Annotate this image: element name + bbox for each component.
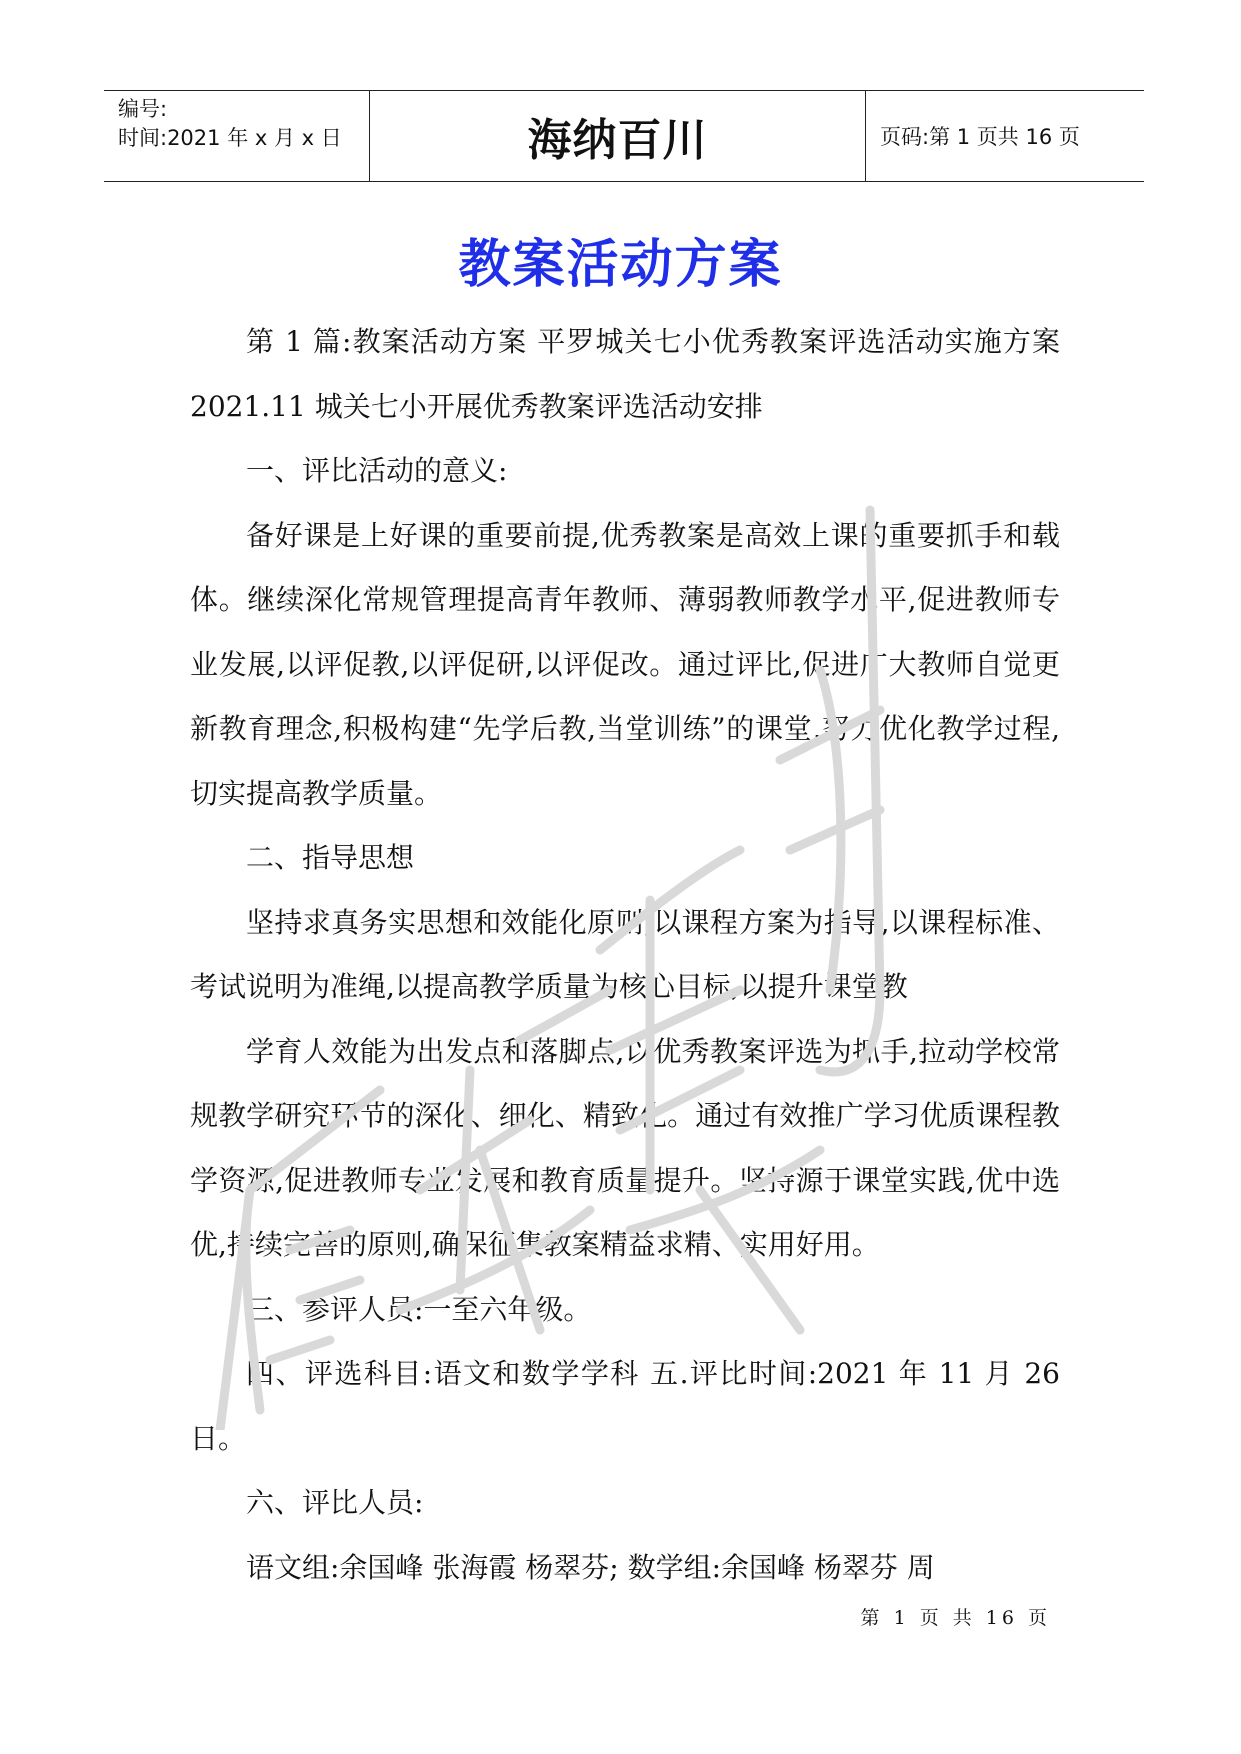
body-paragraph: 第 1 篇:教案活动方案 平罗城关七小优秀教案评选活动实施方案 2021.11 城关七小开展优秀教案评选活动安排 bbox=[190, 325, 1060, 423]
header-page-cell bbox=[866, 91, 1144, 181]
document-body bbox=[190, 310, 1060, 1600]
header-page-label: 页码:第 1 页共 16 页 bbox=[880, 125, 1080, 149]
document-title: 教案活动方案 bbox=[458, 235, 783, 295]
body-paragraph: 备好课是上好课的重要前提,优秀教案是高效上课的重要抓手和载体。继续深化常规管理提高青年教师、薄弱教师教学水平,促进教师专业发展,以评促教,以评促研,以评促改。通过评比,促进广大教师自觉更新教育理念,积极构建“先学后教,当堂训练”的课堂,努力优化教学过程,切实提高教学质量。 bbox=[190, 518, 1060, 810]
body-paragraph: 学育人效能为出发点和落脚点,以优秀教案评选为抓手,拉动学校常规教学研究环节的深化、细化、精致化。通过有效推广学习优质课程教学资源,促进教师专业发展和教育质量提升。坚持源于课堂实践,优中选优,持续完善的原则,确保征集教案精益求精、实用好用。 bbox=[190, 1034, 1060, 1261]
header-brand-text: 海纳百川 bbox=[527, 115, 708, 166]
section-heading: 三、参评人员:一至六年级。 bbox=[246, 1292, 592, 1326]
header-brand-cell bbox=[370, 91, 866, 181]
section-heading: 四、评选科目:语文和数学学科 五.评比时间:2021 年 11 月 26 日。 bbox=[190, 1357, 1060, 1455]
header-info-cell bbox=[104, 91, 370, 181]
document-header-table bbox=[104, 90, 1144, 182]
page-footer: 第 1 页 共 16 页 bbox=[860, 1607, 1051, 1629]
section-heading: 六、评比人员: bbox=[246, 1486, 424, 1519]
document-number-label: 编号: bbox=[118, 97, 168, 121]
section-heading: 一、评比活动的意义: bbox=[246, 454, 508, 487]
body-paragraph: 语文组:余国峰 张海霞 杨翠芬; 数学组:余国峰 杨翠芬 周 bbox=[246, 1550, 935, 1584]
document-time-label: 时间:2021 年 x 月 x 日 bbox=[118, 126, 342, 150]
body-paragraph: 坚持求真务实思想和效能化原则,以课程方案为指导,以课程标准、考试说明为准绳,以提高教学质量为核心目标,以提升课堂教 bbox=[190, 905, 1060, 1003]
section-heading: 二、指导思想 bbox=[246, 841, 415, 874]
